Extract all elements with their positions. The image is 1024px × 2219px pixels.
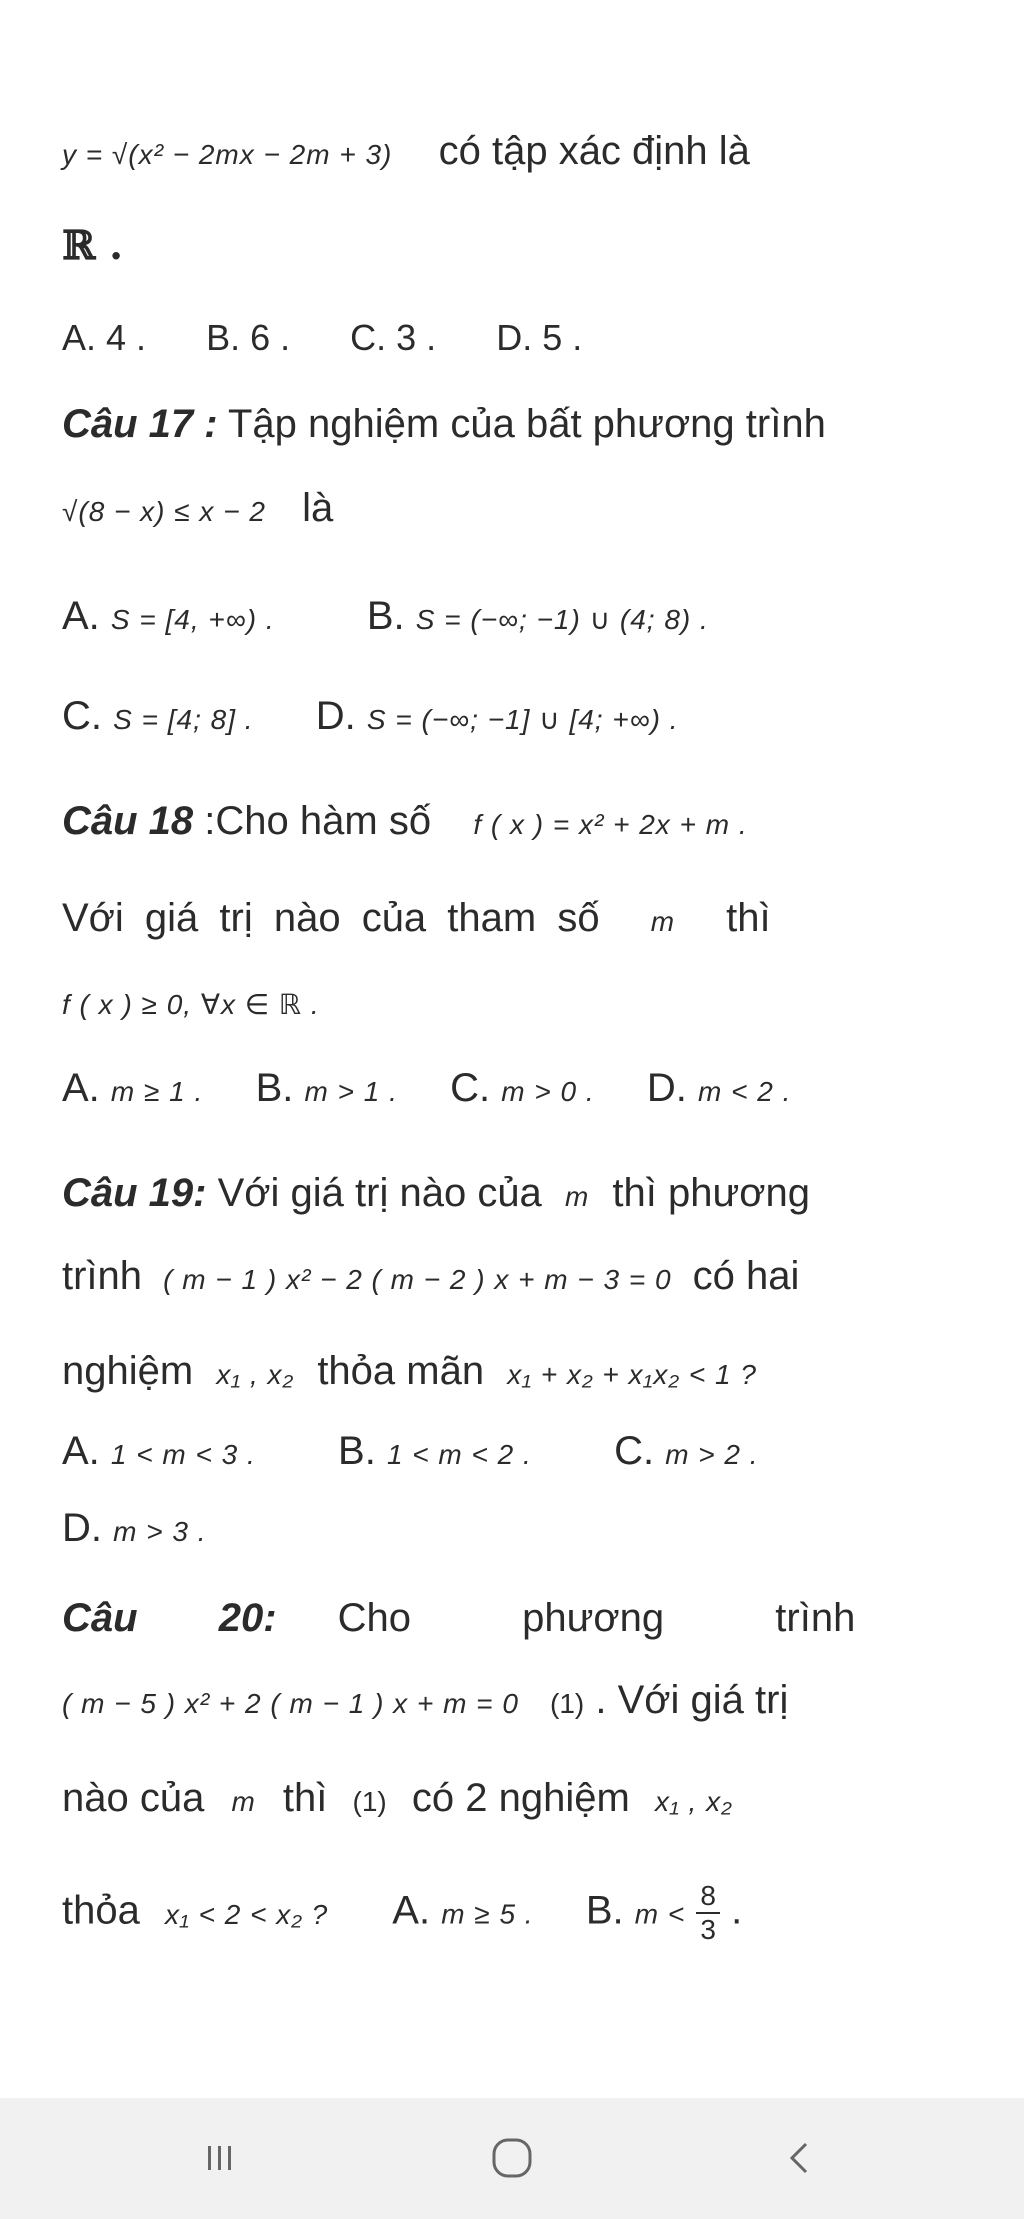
question-19-options-abc: A. 1 < m < 3 . B. 1 < m < 2 . C. m > 2 . [62,1429,759,1473]
question-18-label: Câu 18 [62,799,194,843]
question-19-label: Câu 19: [62,1171,207,1215]
q17-option-d: S = (−∞; −1] ∪ [4; +∞) . [366,704,679,735]
question-17-inequality: √(8 − x) ≤ x − 2 là [62,486,334,530]
question-17-header [62,398,962,450]
question-19-header: Câu 19: Với giá trị nào của m thì phương [62,1171,810,1215]
q19-option-b: 1 < m < 2 . [386,1439,532,1470]
q17-option-a: S = [4, +∞) . [110,604,275,635]
q18-function: f ( x ) = x² + 2x + m . [473,809,748,840]
question-20-equation: ( m − 5 ) x² + 2 ( m − 1 ) x + m = 0 (1) . Với giá trị [62,1678,789,1722]
q18-option-d: m < 2 . [697,1076,792,1107]
home-button[interactable] [482,2128,542,2188]
question-20-condition: thỏa x₁ < 2 < x₂ ? A. m ≥ 5 . B. m < $\frac{8}{3}$ . [62,1880,743,1945]
q18-option-c: m > 0 . [501,1076,595,1107]
q20-equation: ( m − 5 ) x² + 2 ( m − 1 ) x + m = 0 [62,1688,519,1719]
question-19-equation: trình ( m − 1 ) x² − 2 ( m − 2 ) x + m − 3 = 0 có hai [62,1254,800,1298]
system-navigation-bar [0,2098,1024,2219]
domain-function: y = √(x² − 2mx − 2m + 3) [62,139,393,170]
q19-option-a: 1 < m < 3 . [110,1439,256,1470]
option-c: C. 3 . [350,317,437,358]
q19-option-d: m > 3 . [113,1516,207,1547]
q20-option-b-fraction: $\frac{8}{3}$ [696,1880,720,1946]
option-b: B. 6 . [206,317,291,358]
question-17-label: Câu 17 : [62,402,218,446]
question-16-options [62,312,962,364]
q20-option-b-lhs: m < [634,1898,686,1930]
question-20-line3: nào của m thì (1) có 2 nghiệm x₁ , x₂ [62,1776,733,1820]
question-17-text: Tập nghiệm của bất phương trình [228,402,826,446]
question-17-options-cd: C. S = [4; 8] . D. S = (−∞; −1] ∪ [4; +∞) . [62,694,679,738]
question-16-tail [62,125,962,181]
question-20-header: Câu 20: Cho phương trình [62,1596,856,1640]
q18-option-a: m ≥ 1 . [110,1076,204,1107]
question-18-line3: f ( x ) ≥ 0, ∀x ∈ ℝ . [62,989,320,1020]
recents-icon [200,2138,240,2178]
q17-math: √(8 − x) ≤ x − 2 [62,496,266,527]
question-19-option-d-row: D. m > 3 . [62,1506,207,1550]
q19-option-c: m > 2 . [665,1439,759,1470]
q20-condition: x₁ < 2 < x₂ ? [164,1898,329,1930]
q20-option-a: m ≥ 5 . [441,1898,534,1930]
question-18-options: A. m ≥ 1 . B. m > 1 . C. m > 0 . D. m < 2 . [62,1066,792,1110]
back-button[interactable] [770,2128,830,2188]
recents-button[interactable] [190,2128,250,2188]
option-a: A. 4 . [62,317,147,358]
q19-equation: ( m − 1 ) x² − 2 ( m − 2 ) x + m − 3 = 0 [163,1264,672,1295]
question-20-label: Câu [62,1596,138,1640]
option-d: D. 5 . [496,317,583,358]
q18-option-b: m > 1 . [304,1076,398,1107]
q19-condition: x₁ + x₂ + x₁x₂ < 1 ? [507,1359,757,1390]
question-17-options-ab: A. S = [4, +∞) . B. S = (−∞; −1) ∪ (4; 8) . [62,594,709,638]
back-icon [780,2138,820,2178]
question-19-condition: nghiệm x₁ , x₂ thỏa mãn x₁ + x₂ + x₁x₂ < 1 ? [62,1349,757,1393]
question-18-line2: Với giá trị nào của tham số m thì [62,896,771,940]
real-set: ℝ . [62,222,124,269]
domain-text: có tập xác định là [438,129,750,173]
home-icon [487,2133,537,2183]
q17-option-b: S = (−∞; −1) ∪ (4; 8) . [415,604,709,635]
q17-option-c: S = [4; 8] . [113,704,254,735]
question-18-header: Câu 18 :Cho hàm số f ( x ) = x² + 2x + m . [62,799,748,843]
